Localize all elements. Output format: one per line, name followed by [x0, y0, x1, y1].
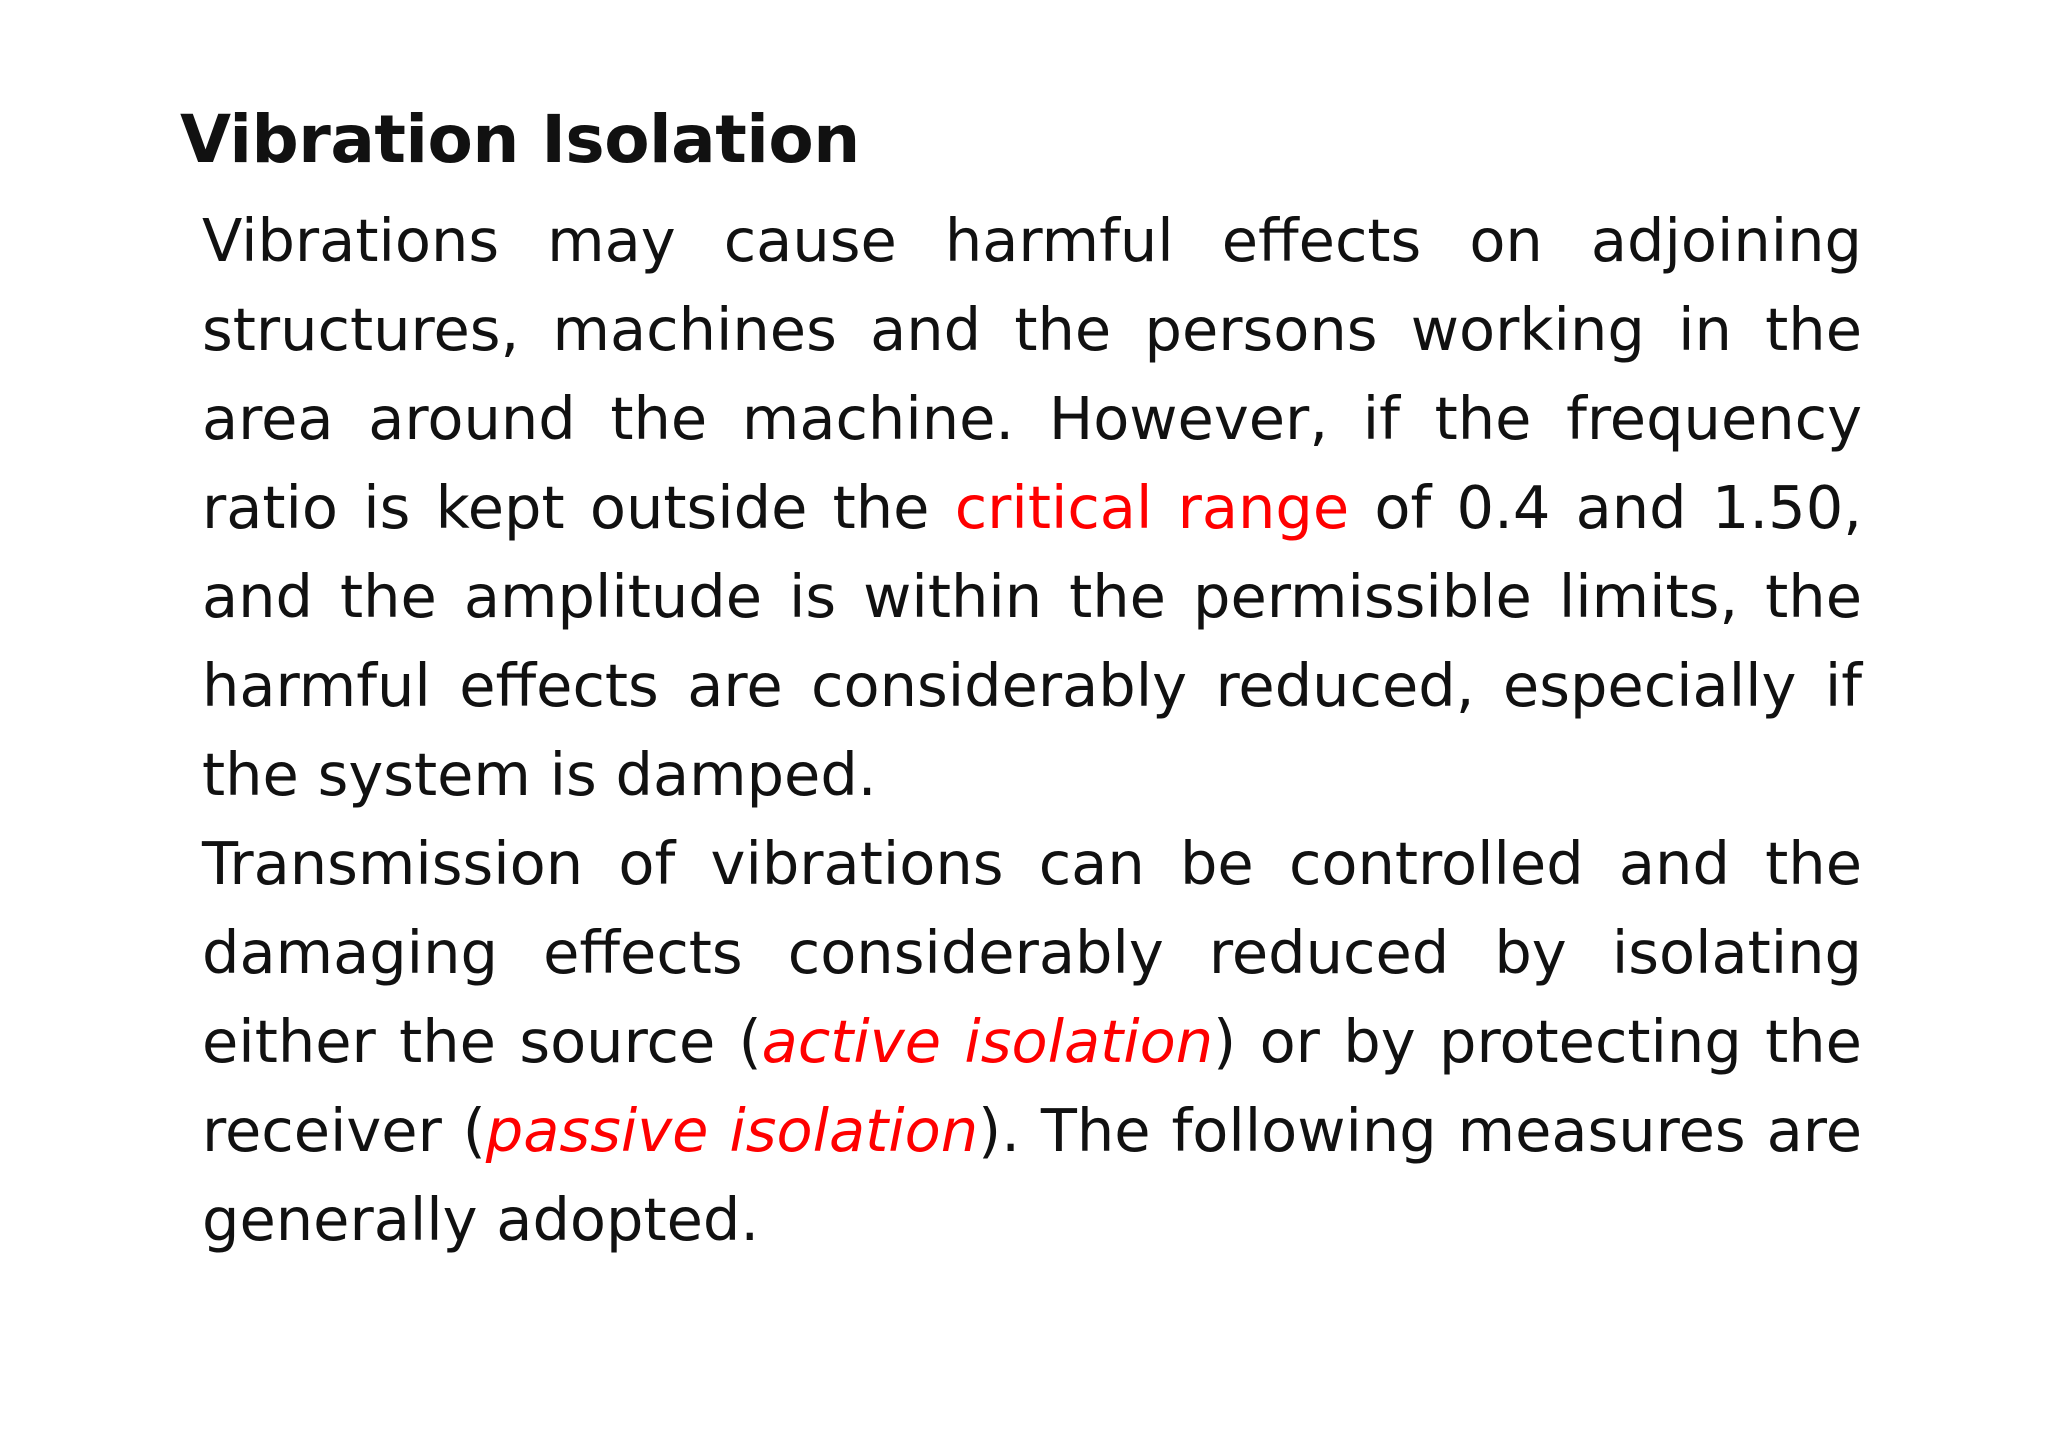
active-isolation-term: active isolation [761, 1007, 1214, 1076]
paragraph-2-text-part1: Transmission of vibrations can be controlled and the damaging effects considerably reduced by isolating either the source ( [202, 829, 1862, 1076]
slide-title: Vibration Isolation [180, 101, 860, 178]
slide-body [202, 196, 1862, 1264]
paragraph-2-text-part3: ). The following measures are generally adopted. [202, 1096, 1862, 1254]
passive-isolation-term: passive isolation [485, 1096, 979, 1165]
paragraph-1-text-before: Vibrations may cause harmful effects on adjoining structures, machines and the persons working in the area around the machine. However, if the frequency ratio is kept outside the [202, 206, 1862, 542]
paragraph-1-text-after: of 0.4 and 1.50, and the amplitude is within the permissible limits, the harmful effects are considerably reduced, especially if the system is damped. [202, 473, 1862, 809]
critical-range-highlight: critical range [954, 473, 1350, 542]
paragraph-1 [202, 196, 1862, 819]
paragraph-2-text-part2: ) or by protecting the receiver ( [202, 1007, 1862, 1165]
paragraph-2 [202, 819, 1862, 1264]
